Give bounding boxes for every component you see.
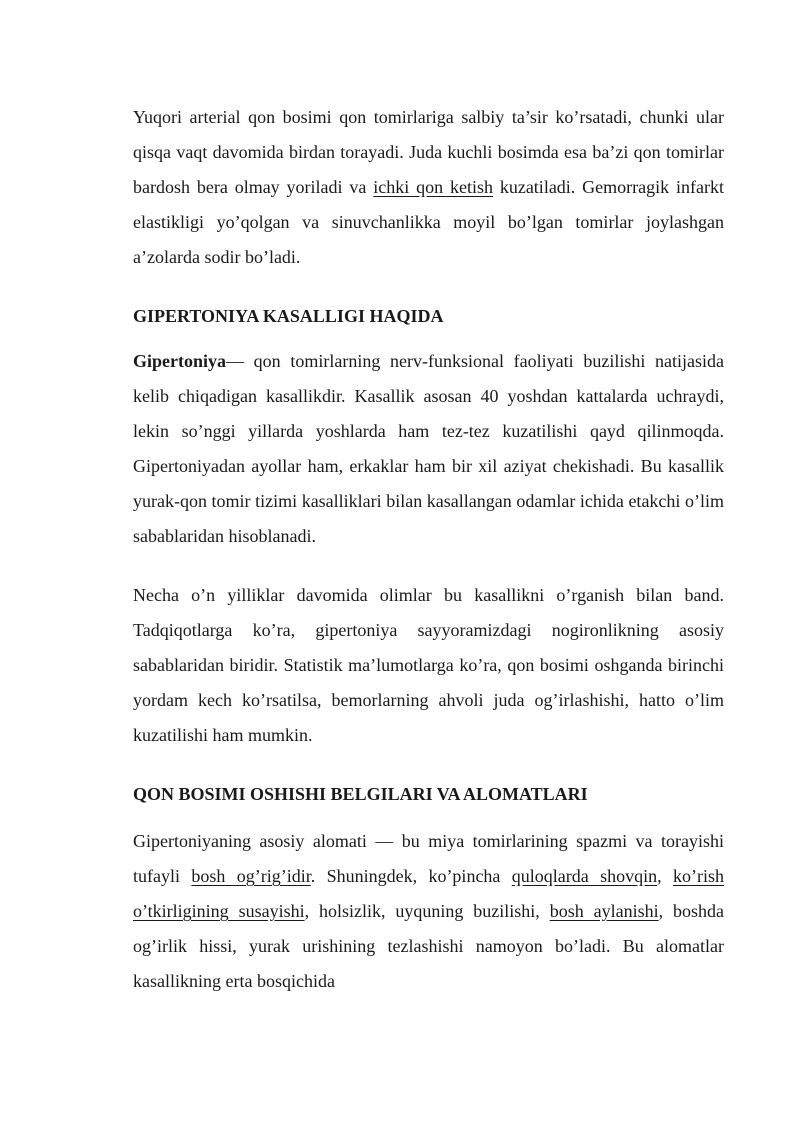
symptoms-text-part1: Gipertoniyaning asosiy alomati — bu miya tomirlarining spazmi va torayishi tufayli [133,831,724,886]
symptoms-text-part5: , boshda og’irlik hissi, yurak urishining tezlashishi namoyon bo’ladi. Bu alomatlar kasallikning erta bosqichida [133,901,724,991]
symptoms-text-part2: . Shuningdek, ko’pincha [310,866,512,886]
hypertension-definition: — qon tomirlarning nerv-funksional faoliyati buzilishi natijasida kelib chiqadigan kasallikdir. Kasallik asosan 40 yoshdan kattalarda uchraydi, lekin so’nggi yillarda yoshlarda ham tez-tez kuzatilishi qayd qilinmoqda. Gipertoniyadan ayollar ham, erkaklar ham bir xil aziyat chekishadi. Bu kasallik yurak-qon tomir tizimi kasalliklari bilan kasallangan odamlar ichida etakchi o’lim sabablaridan hisoblanadi. [133,351,724,546]
section-heading-hypertension: GIPERTONIYA KASALLIGI HAQIDA [133,306,444,326]
intro-text-part2: kuzatiladi. Gemorragik infarkt elastikligi yo’qolgan va sinuvchanlikka moyil bo’lgan tomirlar joylashgan a’zolarda sodir bo’ladi. [133,177,724,267]
symptoms-paragraph [133,824,724,999]
research-paragraph: Necha o’n yilliklar davomida olimlar bu kasallikni o’rganish bilan band. Tadqiqotlarga ko’ra, gipertoniya sayyoramizdagi nogironlikning asosiy sabablaridan biridir. Statistik ma’lumotlarga ko’ra, qon bosimi oshganda birinchi yordam kech ko’rsatilsa, bemorlarning ahvoli juda og’irlashishi, hatto o’lim kuzatilishi ham mumkin. [133,585,724,745]
intro-text-part1: Yuqori arterial qon bosimi qon tomirlariga salbiy ta’sir ko’rsatadi, chunki ular qisqa vaqt davomida birdan torayadi. Juda kuchli bosimda esa ba’zi qon tomirlar bardosh bera olmay yoriladi va [133,107,724,197]
intro-paragraph [133,100,724,275]
hypertension-paragraph [133,344,724,554]
symptoms-text-part4: , holsizlik, uyquning buzilishi, [304,901,550,921]
vision-link[interactable]: ko’rish o’tkirligining susayishi [133,866,724,921]
tinnitus-link[interactable]: quloqlarda shovqin [511,866,658,886]
symptoms-text-part3: , [657,866,673,886]
hypertension-term: Gipertoniya [133,351,226,371]
headache-link[interactable]: bosh og’rig’idir [191,866,311,886]
dizziness-link[interactable]: bosh aylanishi [549,901,659,921]
internal-bleeding-link[interactable]: ichki qon ketish [373,177,493,197]
document-page [133,100,724,999]
section-heading-symptoms: QON BOSIMI OSHISHI BELGILARI VA ALOMATLARI [133,784,588,804]
